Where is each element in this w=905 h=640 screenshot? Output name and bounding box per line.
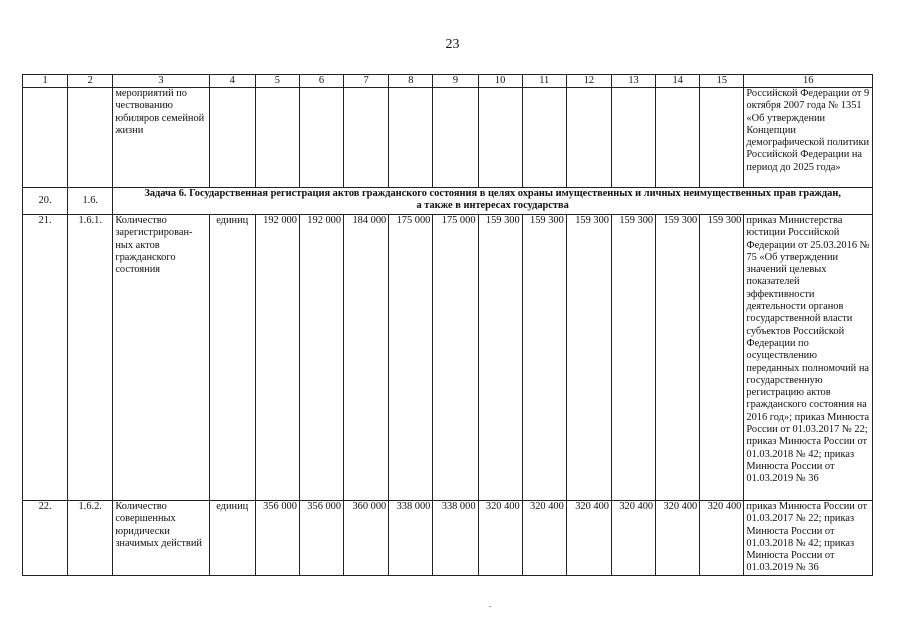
indicators-table xyxy=(22,74,873,576)
header-cell: 8 xyxy=(389,75,433,88)
unit: единиц xyxy=(209,215,255,501)
value-cell: 159 300 xyxy=(478,215,522,501)
value-cell: 320 400 xyxy=(566,501,611,576)
value-cell: 159 300 xyxy=(522,215,566,501)
task-row xyxy=(23,188,873,215)
value-cell: 320 400 xyxy=(656,501,700,576)
indicator-name: мероприятий по чествованию юбиляров семейной жизни xyxy=(113,88,209,188)
table-row xyxy=(23,215,873,501)
scan-speck xyxy=(489,606,491,607)
header-cell: 9 xyxy=(433,75,478,88)
header-cell: 1 xyxy=(23,75,68,88)
value-cell: 175 000 xyxy=(433,215,478,501)
task-heading-line-1: Задача 6. Государственная регистрация актов гражданского состояния в целях охраны имущественных и личных неимущественных прав граждан, xyxy=(144,188,841,199)
value-cell: 159 300 xyxy=(566,215,611,501)
header-cell: 3 xyxy=(113,75,209,88)
row-code: 1.6. xyxy=(68,188,113,215)
row-number: 21. xyxy=(23,215,68,501)
indicator-name: Количество совершенных юридически значимых действий xyxy=(113,501,209,576)
header-cell: 14 xyxy=(656,75,700,88)
indicator-name: Количество зарегистрирован-ных актов гражданского состояния xyxy=(113,215,209,501)
header-cell: 13 xyxy=(611,75,655,88)
header-cell: 16 xyxy=(744,75,873,88)
row-number: 22. xyxy=(23,501,68,576)
row-number: 20. xyxy=(23,188,68,215)
header-cell: 12 xyxy=(566,75,611,88)
header-cell: 10 xyxy=(478,75,522,88)
basis-text: Российской Федерации от 9 октября 2007 года № 1351 «Об утверждении Концепции демографической политики Российской Федерации на период до 2025 года» xyxy=(744,88,873,188)
value-cell: 159 300 xyxy=(611,215,655,501)
page-number: 23 xyxy=(445,37,460,52)
value-cell: 159 300 xyxy=(700,215,744,501)
value-cell: 360 000 xyxy=(344,501,389,576)
header-cell: 5 xyxy=(255,75,299,88)
unit: единиц xyxy=(209,501,255,576)
value-cell: 338 000 xyxy=(389,501,433,576)
row-code: 1.6.2. xyxy=(68,501,113,576)
header-cell: 15 xyxy=(700,75,744,88)
header-cell: 2 xyxy=(68,75,113,88)
table-row xyxy=(23,501,873,576)
header-cell: 11 xyxy=(522,75,566,88)
basis-text: приказ Министерства юстиции Российской Федерации от 25.03.2016 № 75 «Об утверждении значений целевых показателей эффективности деятельности органов государственной власти субъектов Российской Федерации по осуществлению переданных полномочий на государственную регистрацию актов гражданского состояния на 2016 год»; приказ Минюста России от 01.03.2017 № 22; приказ Минюста России от 01.03.2018 № 42; приказ Минюста России от 01.03.2019 № 36 xyxy=(744,215,873,501)
task-heading-line-2: а также в интересах государства xyxy=(416,199,569,211)
value-cell: 192 000 xyxy=(299,215,343,501)
value-cell: 184 000 xyxy=(344,215,389,501)
value-cell: 320 400 xyxy=(478,501,522,576)
value-cell: 175 000 xyxy=(389,215,433,501)
header-cell: 6 xyxy=(299,75,343,88)
value-cell: 320 400 xyxy=(700,501,744,576)
header-cell: 4 xyxy=(209,75,255,88)
value-cell: 338 000 xyxy=(433,501,478,576)
value-cell: 159 300 xyxy=(656,215,700,501)
header-cell: 7 xyxy=(344,75,389,88)
header-row xyxy=(23,75,873,88)
basis-text: приказ Минюста России от 01.03.2017 № 22; приказ Минюста России от 01.03.2018 № 42; приказ Минюста России от 01.03.2019 № 36 xyxy=(744,501,873,576)
value-cell: 320 400 xyxy=(611,501,655,576)
value-cell: 320 400 xyxy=(522,501,566,576)
row-code: 1.6.1. xyxy=(68,215,113,501)
table-row xyxy=(23,88,873,188)
value-cell: 356 000 xyxy=(255,501,299,576)
value-cell: 192 000 xyxy=(255,215,299,501)
value-cell: 356 000 xyxy=(299,501,343,576)
task-heading xyxy=(113,188,873,215)
